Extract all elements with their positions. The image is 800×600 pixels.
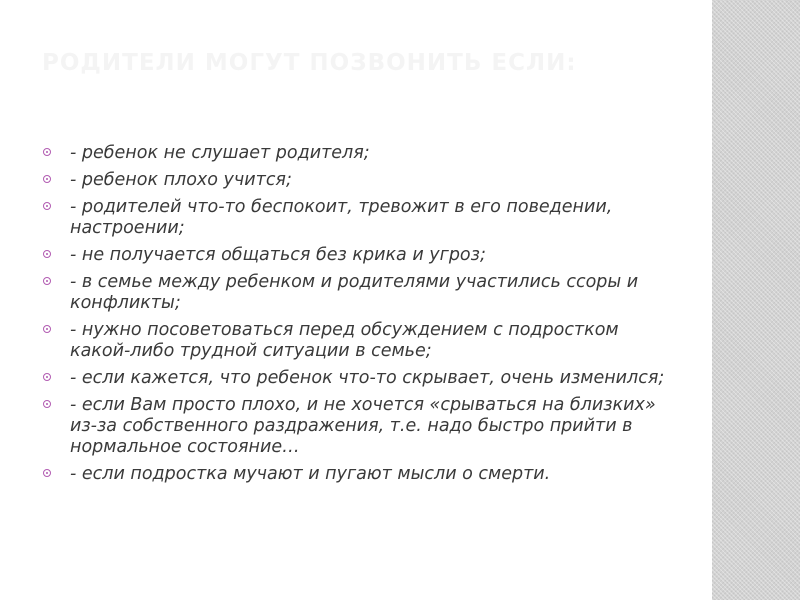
list-item — [42, 197, 682, 239]
list-item — [42, 272, 682, 314]
list-item — [42, 170, 682, 191]
circle-bullet-icon — [43, 400, 51, 408]
circle-bullet-icon — [43, 202, 51, 210]
list-item-text: - если подростка мучают и пугают мысли о смерти. — [70, 464, 551, 484]
bullet-list — [42, 143, 682, 491]
list-item-text: - ребенок плохо учится; — [70, 170, 292, 190]
list-item — [42, 320, 682, 362]
circle-bullet-icon — [43, 175, 51, 183]
circle-bullet-icon — [43, 469, 51, 477]
circle-bullet-icon — [43, 373, 51, 381]
slide-title: РОДИТЕЛИ МОГУТ ПОЗВОНИТЬ ЕСЛИ: — [42, 50, 577, 76]
list-item-text: - в семье между ребенком и родителями участились ссоры и конфликты; — [70, 272, 639, 313]
list-item — [42, 143, 682, 164]
decorative-side-bar — [712, 0, 800, 600]
list-item — [42, 368, 682, 389]
circle-bullet-icon — [43, 148, 51, 156]
list-item-text: - родителей что-то беспокоит, тревожит в его поведении, настроении; — [70, 197, 613, 238]
list-item-text: - не получается общаться без крика и угроз; — [70, 245, 486, 265]
list-item-text: - ребенок не слушает родителя; — [70, 143, 370, 163]
list-item — [42, 395, 682, 458]
list-item-text: - если Вам просто плохо, и не хочется «срываться на близких» из-за собственного раздражения, т.е. надо быстро прийти в нормальное состояние… — [70, 395, 656, 457]
circle-bullet-icon — [43, 325, 51, 333]
list-item — [42, 245, 682, 266]
circle-bullet-icon — [43, 250, 51, 258]
list-item — [42, 464, 682, 485]
list-item-text: - нужно посоветоваться перед обсуждением с подростком какой-либо трудной ситуации в семье; — [70, 320, 619, 361]
circle-bullet-icon — [43, 277, 51, 285]
list-item-text: - если кажется, что ребенок что-то скрывает, очень изменился; — [70, 368, 665, 388]
